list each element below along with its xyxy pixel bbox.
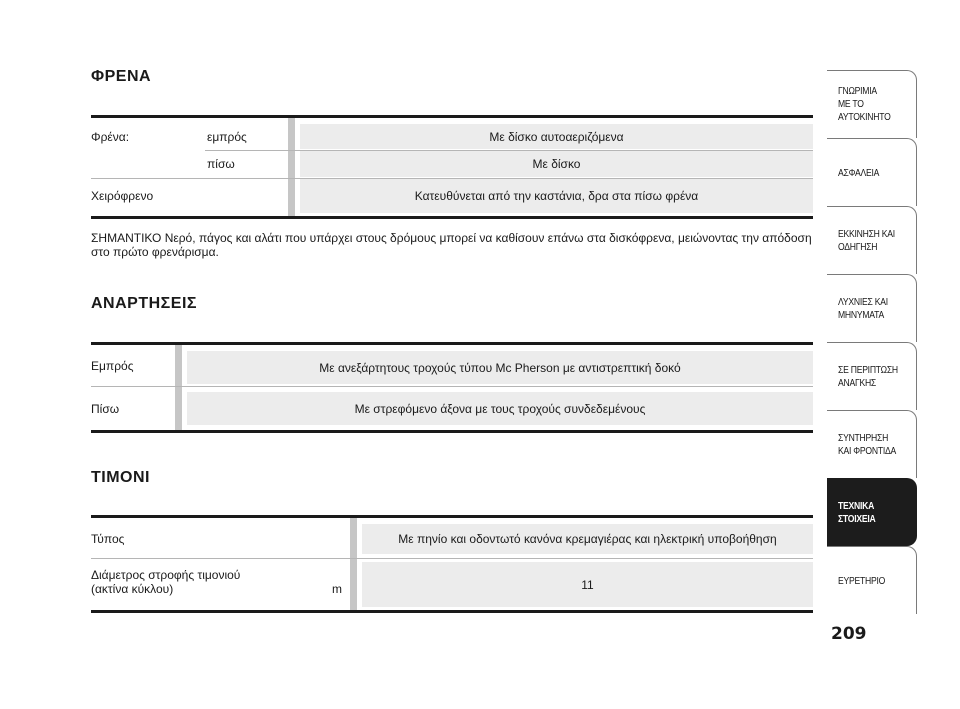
- table-top-rule: [91, 115, 813, 118]
- tab-label: ΛΥΧΝΙΕΣ ΚΑΙ ΜΗΝΥΜΑΤΑ: [838, 296, 888, 321]
- brakes-front-label: εμπρός: [207, 130, 247, 144]
- turning-diameter-label: Διάμετρος στροφής τιμονιού (ακτίνα κύκλου): [91, 568, 241, 596]
- table-bottom-rule: [91, 216, 813, 219]
- row-divider: [91, 178, 813, 179]
- handbrake-label: Χειρόφρενο: [91, 189, 154, 203]
- column-divider: [175, 345, 182, 430]
- turning-diameter-unit: m: [332, 582, 342, 596]
- tab-label: ΣΕ ΠΕΡΙΠΤΩΣΗ ΑΝΑΓΚΗΣ: [838, 364, 898, 389]
- suspension-front-label: Εμπρός: [91, 359, 134, 373]
- tab-warning-lights[interactable]: [827, 274, 917, 342]
- tab-label: ΑΣΦΑΛΕΙΑ: [838, 167, 880, 179]
- tab-label: ΤΕΧΝΙΚΑ ΣΤΟΙΧΕΙΑ: [838, 500, 876, 525]
- table-bottom-rule: [91, 430, 813, 433]
- steering-type-label: Τύπος: [91, 532, 125, 546]
- tab-emergency[interactable]: [827, 342, 917, 410]
- table-top-rule: [91, 342, 813, 345]
- tab-maintenance[interactable]: [827, 410, 917, 478]
- steering-title: ΤΙΜΟΝΙ: [91, 469, 150, 486]
- page-number: 209: [831, 624, 867, 644]
- table-bottom-rule: [91, 610, 813, 613]
- tab-index[interactable]: [827, 546, 917, 614]
- tab-technical-data[interactable]: [827, 478, 917, 546]
- row-divider: [91, 386, 813, 387]
- brakes-front-value: Με δίσκο αυτοαεριζόμενα: [489, 130, 624, 144]
- tab-starting-driving[interactable]: [827, 206, 917, 274]
- tab-getting-to-know[interactable]: [827, 70, 917, 138]
- steering-type-value: Με πηνίο και οδοντωτό κανόνα κρεμαγιέρας και ηλεκτρική υποβοήθηση: [398, 532, 777, 546]
- brakes-title: ΦΡΕΝΑ: [91, 68, 152, 85]
- suspension-front-value: Με ανεξάρτητους τροχούς τύπου Mc Pherson με αντιστρεπτική δοκό: [319, 361, 681, 375]
- table-top-rule: [91, 515, 813, 518]
- column-divider: [288, 118, 295, 216]
- tab-label: ΓΝΩΡΙΜΙΑ ΜΕ ΤΟ ΑΥΤΟΚΙΝΗΤΟ: [838, 85, 891, 123]
- column-divider: [350, 518, 357, 610]
- row-divider: [205, 150, 813, 151]
- row-divider: [91, 558, 813, 559]
- tab-label: ΕΚΚΙΝΗΣΗ ΚΑΙ ΟΔΗΓΗΣΗ: [838, 228, 895, 253]
- tab-label: ΕΥΡΕΤΗΡΙΟ: [838, 575, 886, 587]
- suspension-rear-label: Πίσω: [91, 402, 120, 416]
- tab-safety[interactable]: [827, 138, 917, 206]
- brakes-rear-label: πίσω: [207, 157, 235, 171]
- suspension-rear-value: Με στρεφόμενο άξονα με τους τροχούς συνδεδεμένους: [354, 402, 646, 416]
- handbrake-value: Κατευθύνεται από την καστάνια, δρα στα πίσω φρένα: [414, 189, 699, 203]
- tab-label: ΣΥΝΤΗΡΗΣΗ ΚΑΙ ΦΡΟΝΤΙΔΑ: [838, 432, 897, 457]
- turning-diameter-value: 11: [581, 578, 594, 592]
- brakes-important-note: ΣΗΜΑΝΤΙΚΟ Νερό, πάγος και αλάτι που υπάρχει στους δρόμους μπορεί να καθίσουν επάνω στα δισκόφρενα, μειώνοντας την απόδοση στο πρώτο φρενάρισμα.: [91, 231, 812, 259]
- suspension-title: ΑΝΑΡΤΗΣΕΙΣ: [91, 295, 197, 312]
- brakes-rear-value: Με δίσκο: [532, 157, 581, 171]
- brakes-label: Φρένα:: [91, 130, 130, 144]
